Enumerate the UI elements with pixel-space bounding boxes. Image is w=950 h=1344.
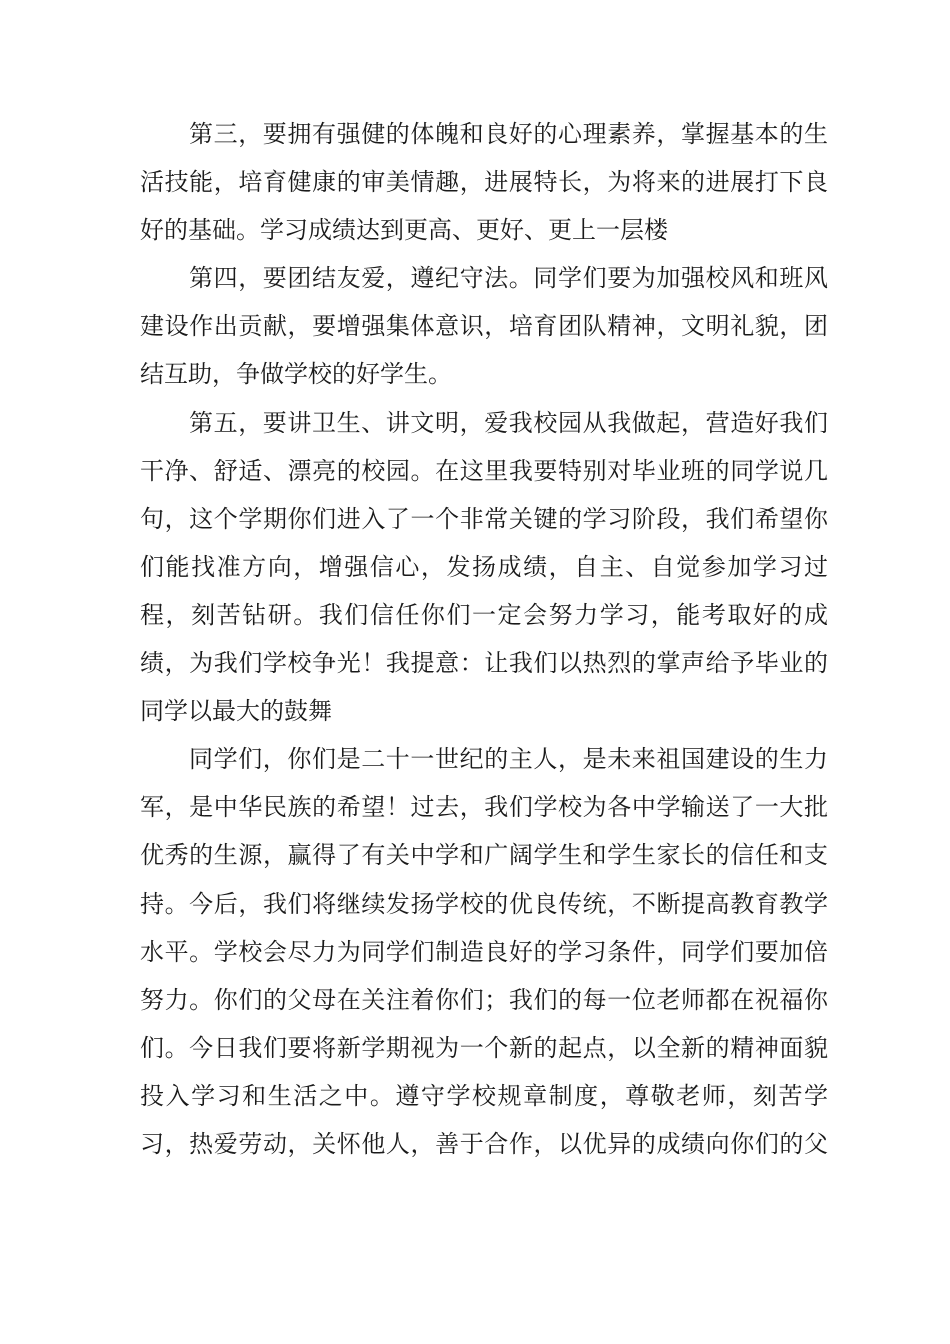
text-line: 第五，要讲卫生、讲文明，爱我校园从我做起，营造好我们: [189, 408, 828, 437]
text-line: 句，这个学期你们进入了一个非常关键的学习阶段，我们希望你: [140, 504, 828, 533]
text-line: 投入学习和生活之中。遵守学校规章制度，尊敬老师，刻苦学: [140, 1081, 828, 1110]
paragraph-fourth-point: [140, 254, 828, 398]
text-line: 活技能，培育健康的审美情趣，进展特长，为将来的进展打下良: [140, 168, 828, 197]
text-line: 干净、舒适、漂亮的校园。在这里我要特别对毕业班的同学说几: [140, 456, 828, 485]
text-line: 第四，要团结友爱，遵纪守法。同学们要为加强校风和班风: [189, 264, 828, 293]
text-line: 第三，要拥有强健的体魄和良好的心理素养，掌握基本的生: [189, 120, 828, 148]
text-line: 们。今日我们要将新学期视为一个新的起点，以全新的精神面貌: [140, 1033, 828, 1062]
text-line: 军，是中华民族的希望！过去，我们学校为各中学输送了一大批: [140, 793, 828, 822]
text-line: 优秀的生源，赢得了有关中学和广阔学生和学生家长的信任和支: [140, 841, 828, 870]
text-line: 们能找准方向，增强信心，发扬成绩，自主、自觉参加学习过: [140, 552, 828, 581]
text-line: 绩，为我们学校争光！我提意：让我们以热烈的掌声给予毕业的: [140, 649, 828, 678]
text-line: 建设作出贡献，要增强集体意识，培育团队精神，文明礼貌，团: [140, 312, 828, 341]
text-line: 程，刻苦钻研。我们信任你们一定会努力学习，能考取好的成: [140, 600, 828, 629]
paragraph-students-address: [140, 735, 828, 1168]
text-line: 持。今后，我们将继续发扬学校的优良传统，不断提高教育教学: [140, 889, 828, 918]
text-line: 水平。学校会尽力为同学们制造良好的学习条件，同学们要加倍: [140, 937, 828, 966]
text-line: 同学们，你们是二十一世纪的主人，是未来祖国建设的生力: [189, 745, 828, 774]
paragraph-fifth-point: [140, 399, 828, 736]
paragraph-third-point: [140, 110, 828, 254]
text-line: 努力。你们的父母在关注着你们；我们的每一位老师都在祝福你: [140, 985, 828, 1014]
text-line: 好的基础。学习成绩达到更高、更好、更上一层楼: [140, 216, 668, 245]
text-line: 习，热爱劳动，关怀他人，善于合作，以优异的成绩向你们的父: [140, 1129, 828, 1158]
text-line: 同学以最大的鼓舞: [140, 697, 332, 726]
document-body: [140, 110, 828, 1168]
text-line: 结互助，争做学校的好学生。: [140, 360, 452, 389]
